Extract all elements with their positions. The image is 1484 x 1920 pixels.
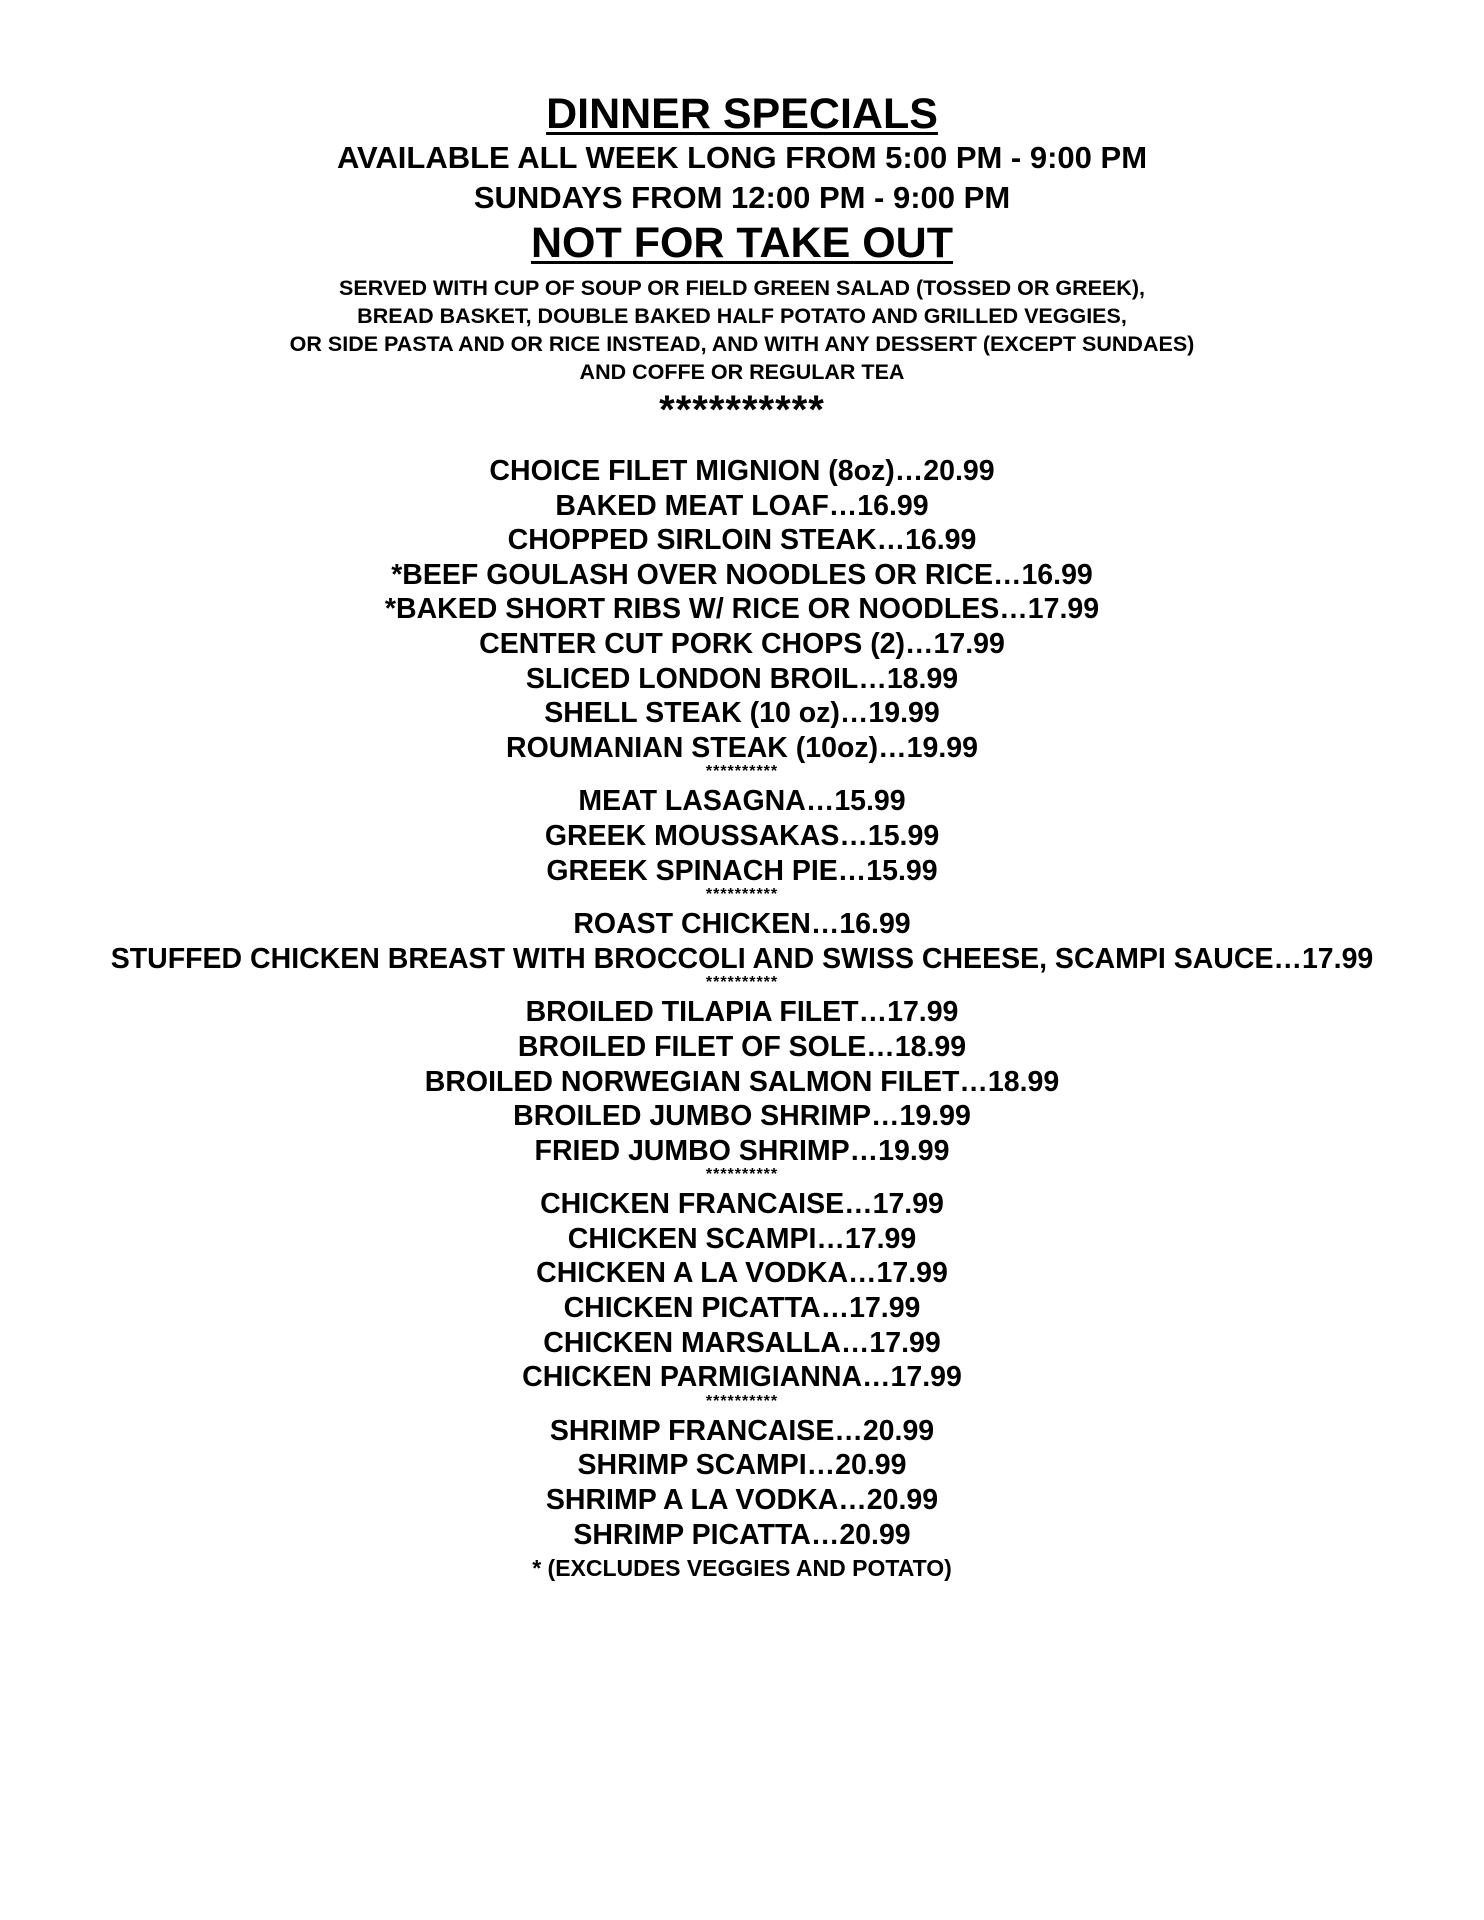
header-divider: ********** (659, 388, 825, 432)
menu-item: SHRIMP PICATTA…20.99 (573, 1518, 911, 1551)
menu-item: CHICKEN A LA VODKA…17.99 (536, 1257, 948, 1290)
menu-item: BROILED NORWEGIAN SALMON FILET…18.99 (424, 1065, 1060, 1098)
served-with-description (0, 274, 1484, 386)
menu-item: SHRIMP FRANCAISE…20.99 (549, 1414, 935, 1447)
menu-item: SLICED LONDON BROIL…18.99 (525, 662, 959, 695)
menu-item: ROUMANIAN STEAK (10oz)…19.99 (506, 731, 978, 764)
menu-item: CHICKEN FRANCAISE…17.99 (540, 1188, 944, 1221)
weekly-hours: AVAILABLE ALL WEEK LONG FROM 5:00 PM - 9:00 PM (336, 140, 1148, 175)
menu-item: MEAT LASAGNA…15.99 (578, 785, 906, 818)
menu-section-poultry (0, 907, 1484, 976)
menu-item: CHOPPED SIRLOIN STEAK…16.99 (507, 524, 977, 557)
menu-item: CHICKEN MARSALLA…17.99 (543, 1326, 941, 1359)
page-title: DINNER SPECIALS (546, 90, 938, 138)
menu-section-shrimp (0, 1414, 1484, 1552)
menu-item: ROAST CHICKEN…16.99 (573, 908, 911, 941)
section-divider: ********** (705, 763, 779, 781)
section-divider: ********** (705, 974, 779, 992)
menu-item: CHICKEN PARMIGIANNA…17.99 (522, 1361, 962, 1394)
menu-item: BROILED JUMBO SHRIMP…19.99 (513, 1100, 971, 1133)
menu-item: BAKED MEAT LOAF…16.99 (555, 489, 929, 522)
take-out-notice: NOT FOR TAKE OUT (530, 219, 953, 267)
menu-item: CHICKEN PICATTA…17.99 (563, 1292, 921, 1325)
menu-item: SHELL STEAK (10 oz)…19.99 (544, 697, 940, 730)
menu-item: SHRIMP SCAMPI…20.99 (577, 1449, 907, 1482)
menu-item: GREEK MOUSSAKAS…15.99 (544, 819, 940, 852)
menu-item: *BAKED SHORT RIBS W/ RICE OR NOODLES…17.99 (384, 593, 1100, 626)
section-divider: ********** (705, 1392, 779, 1410)
footnote: * (EXCLUDES VEGGIES AND POTATO) (532, 1555, 952, 1582)
menu-item: *BEEF GOULASH OVER NOODLES OR RICE…16.99 (391, 558, 1093, 591)
served-with-line: BREAD BASKET, DOUBLE BAKED HALF POTATO AND GRILLED VEGGIES, (357, 304, 1127, 328)
menu-item: CHOICE FILET MIGNION (8oz)…20.99 (489, 455, 995, 487)
menu-item: CENTER CUT PORK CHOPS (2)…17.99 (479, 627, 1005, 660)
menu-section-chicken (0, 1187, 1484, 1395)
menu-page (0, 90, 1484, 1584)
menu-item: CHICKEN SCAMPI…17.99 (567, 1222, 917, 1255)
menu-section-greek (0, 784, 1484, 888)
menu-item: FRIED JUMBO SHRIMP…19.99 (534, 1134, 950, 1167)
section-divider: ********** (705, 1166, 779, 1184)
menu-item: STUFFED CHICKEN BREAST WITH BROCCOLI AND SWISS CHEESE, SCAMPI SAUCE…17.99 (110, 942, 1374, 975)
menu-item: BROILED FILET OF SOLE…18.99 (517, 1030, 967, 1063)
menu-section-seafood (0, 995, 1484, 1168)
menu-list (0, 454, 1484, 1584)
served-with-line: OR SIDE PASTA AND OR RICE INSTEAD, AND WITH ANY DESSERT (EXCEPT SUNDAES) (289, 332, 1195, 356)
served-with-line: AND COFFE OR REGULAR TEA (579, 360, 905, 384)
sunday-hours: SUNDAYS FROM 12:00 PM - 9:00 PM (473, 180, 1011, 215)
menu-item: SHRIMP A LA VODKA…20.99 (545, 1484, 939, 1517)
menu-item: GREEK SPINACH PIE…15.99 (546, 854, 938, 887)
menu-item: BROILED TILAPIA FILET…17.99 (525, 996, 959, 1029)
served-with-line: SERVED WITH CUP OF SOUP OR FIELD GREEN SALAD (TOSSED OR GREEK), (339, 276, 1145, 300)
section-divider: ********** (705, 886, 779, 904)
menu-section-beef (0, 454, 1484, 765)
